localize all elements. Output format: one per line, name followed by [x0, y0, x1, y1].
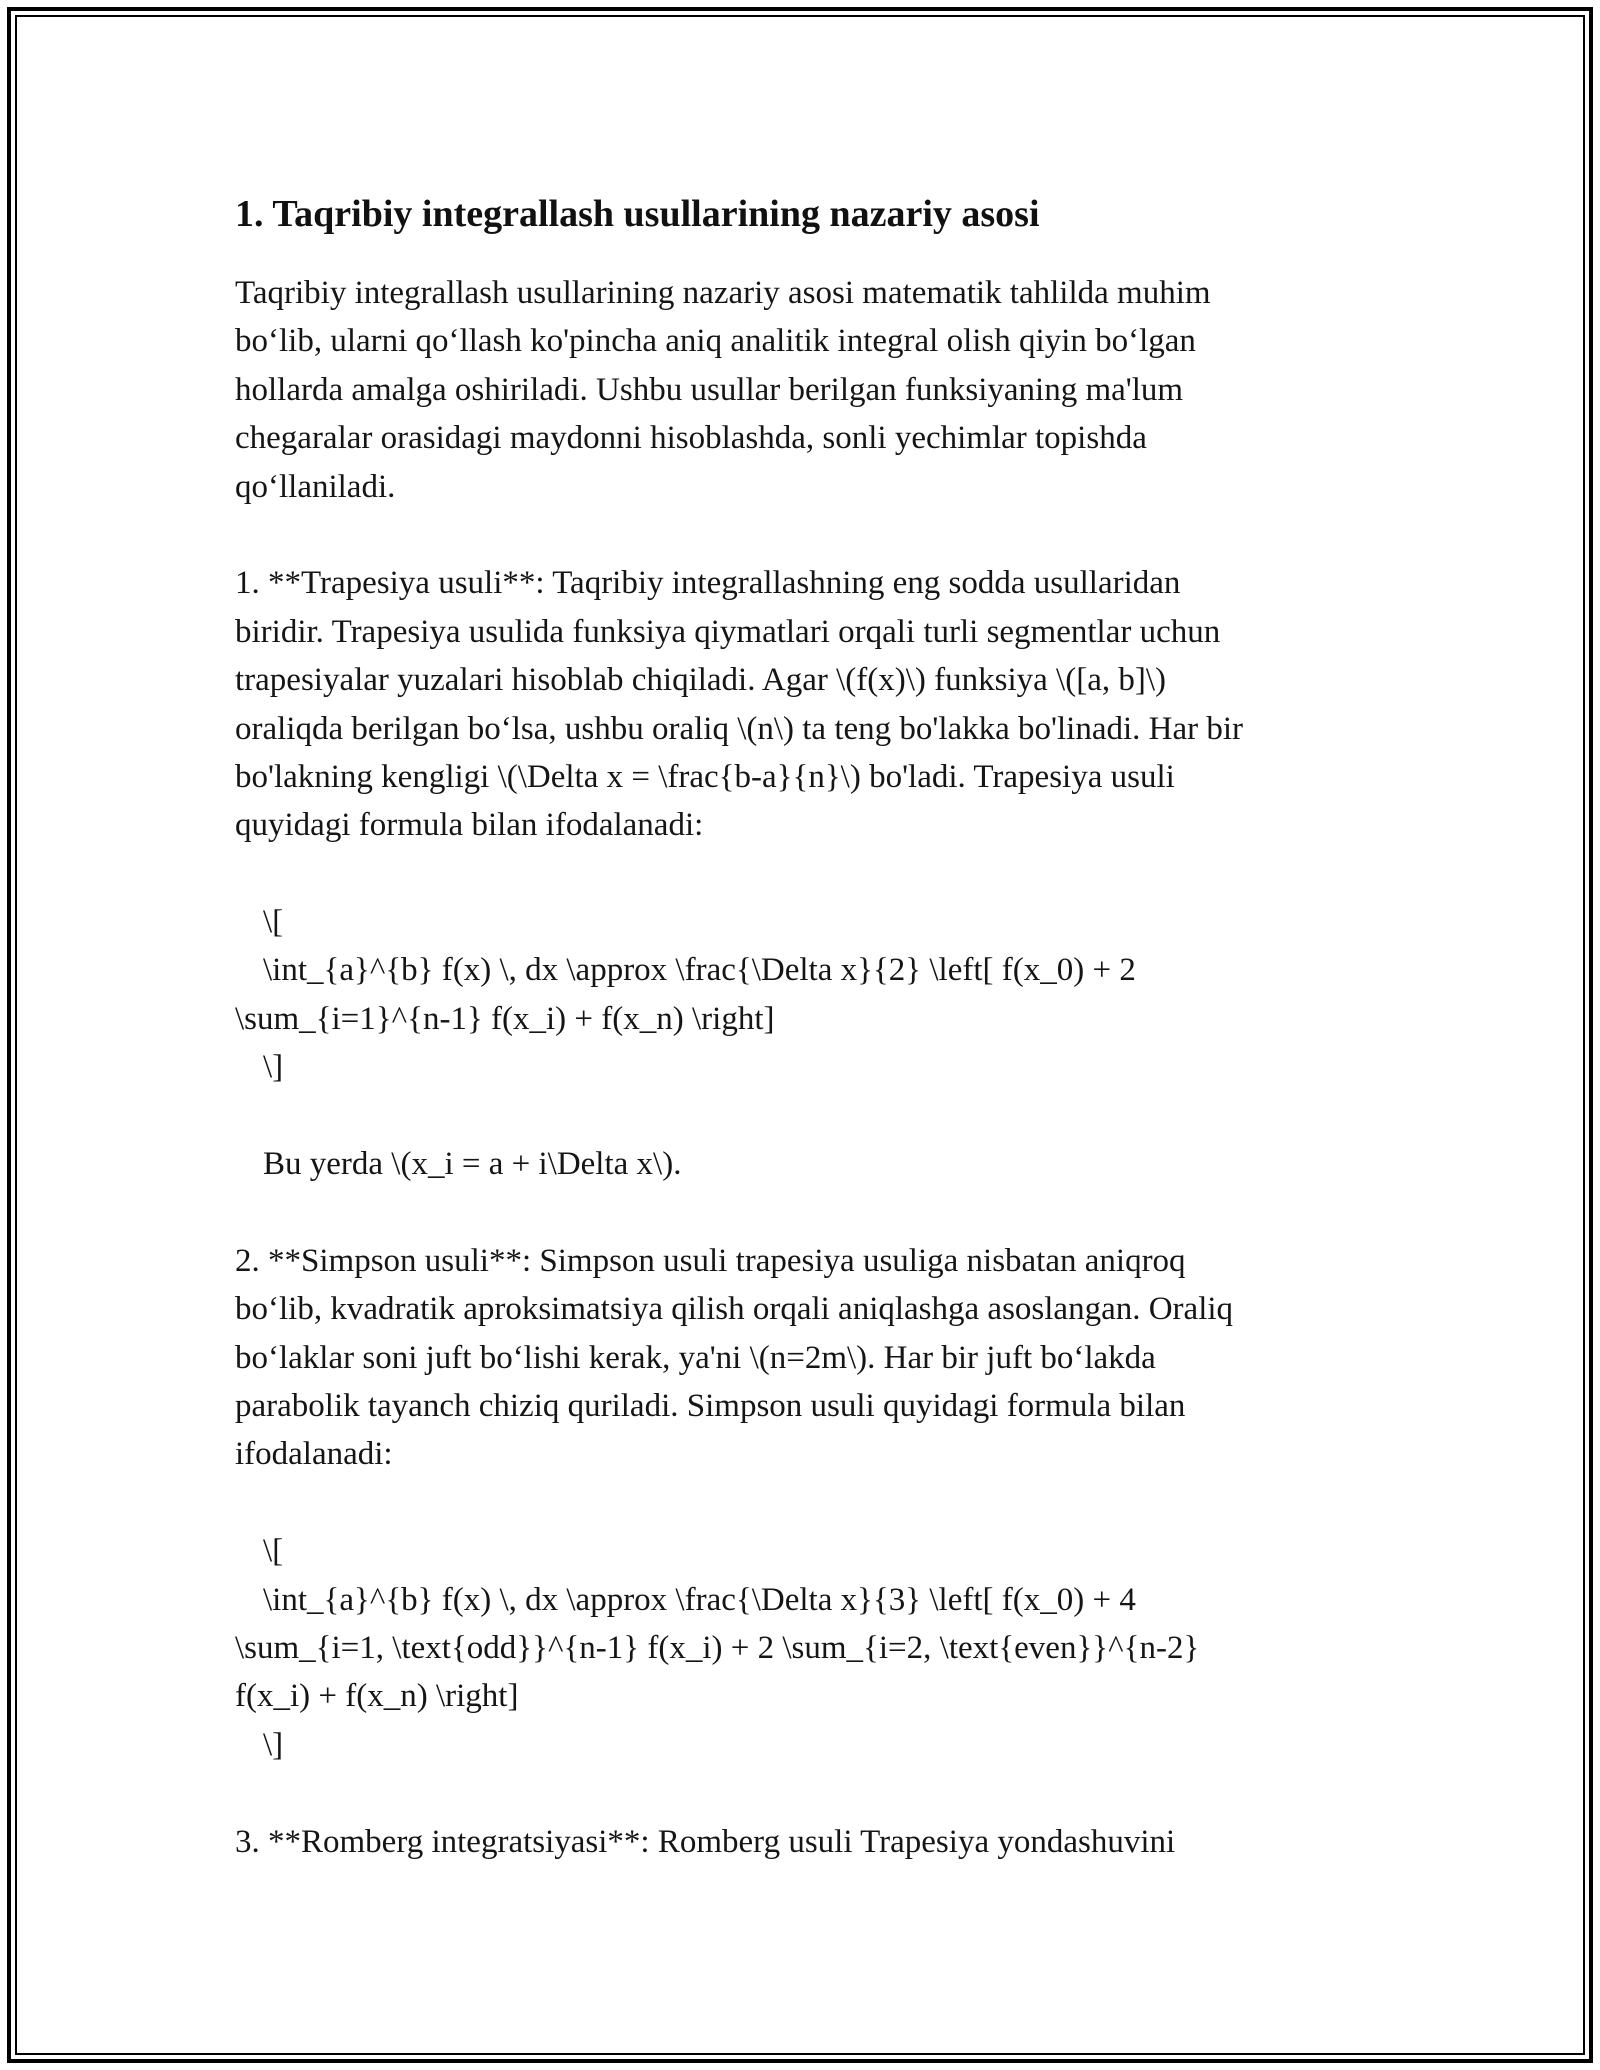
spacer: [235, 850, 1365, 898]
spacer: [235, 1188, 1365, 1236]
trapezoid-paragraph: [235, 559, 1365, 849]
intro-line: bo‘lib, ularni qo‘llash ko'pincha aniq analitik integral olish qiyin bo‘lgan: [235, 323, 1196, 360]
trapezoid-line: 1. **Trapesiya usuli**: Taqribiy integrallashning eng sodda usullaridan: [235, 565, 1181, 602]
simpson-paragraph: [235, 1237, 1365, 1479]
trapezoid-note: Bu yerda \(x_i = a + i\Delta x\).: [263, 1146, 682, 1183]
romberg-line: 3. **Romberg integratsiyasi**: Romberg usuli Trapesiya yondashuvini: [235, 1823, 1176, 1860]
trapezoid-line: oraliqda berilgan bo‘lsa, ushbu oraliq \(n\) ta teng bo'lakka bo'linadi. Har bir: [235, 710, 1244, 747]
formula-line: \sum_{i=1}^{n-1} f(x_i) + f(x_n) \right]: [235, 1000, 775, 1037]
formula-line: \int_{a}^{b} f(x) \, dx \approx \frac{\Delta x}{2} \left[ f(x_0) + 2: [263, 952, 1136, 989]
formula-line: \sum_{i=1, \text{odd}}^{n-1} f(x_i) + 2 \sum_{i=2, \text{even}}^{n-2}: [235, 1629, 1200, 1666]
trapezoid-formula: [235, 898, 1365, 1092]
simpson-line: ifodalanadi:: [235, 1436, 393, 1473]
section-title: 1. Taqribiy integrallash usullarining nazariy asosi: [235, 193, 1040, 235]
simpson-line: 2. **Simpson usuli**: Simpson usuli trapesiya usuliga nisbatan aniqroq: [235, 1242, 1186, 1279]
simpson-line: bo‘laklar soni juft bo‘lishi kerak, ya'ni \(n=2m\). Har bir juft bo‘lakda: [235, 1339, 1156, 1376]
formula-close: \]: [263, 1049, 284, 1086]
trapezoid-line: biridir. Trapesiya usulida funksiya qiymatlari orqali turli segmentlar uchun: [235, 613, 1221, 650]
intro-line: chegaralar orasidagi maydonni hisoblashda, sonli yechimlar topishda: [235, 420, 1147, 457]
formula-line: \int_{a}^{b} f(x) \, dx \approx \frac{\Delta x}{3} \left[ f(x_0) + 4: [263, 1581, 1136, 1618]
trapezoid-line: quyidagi formula bilan ifodalanadi:: [235, 807, 704, 844]
intro-line: hollarda amalga oshiriladi. Ushbu usullar berilgan funksiyaning ma'lum: [235, 371, 1184, 408]
spacer: [235, 511, 1365, 559]
formula-open: \[: [263, 1533, 284, 1570]
simpson-line: parabolik tayanch chiziq quriladi. Simpson usuli quyidagi formula bilan: [235, 1387, 1186, 1424]
trapezoid-line: bo'lakning kengligi \(\Delta x = \frac{b-a}{n}\) bo'ladi. Trapesiya usuli: [235, 758, 1175, 795]
trapezoid-line: trapesiyalar yuzalari hisoblab chiqiladi. Agar \(f(x)\) funksiya \([a, b]\): [235, 662, 1166, 699]
document-body: [235, 185, 1365, 1866]
intro-line: qo‘llaniladi.: [235, 468, 396, 505]
intro-paragraph: [235, 269, 1365, 511]
simpson-line: bo‘lib, kvadratik aproksimatsiya qilish orqali aniqlashga asoslangan. Oraliq: [235, 1291, 1234, 1328]
intro-line: Taqribiy integrallash usullarining nazariy asosi matematik tahlilda muhim: [235, 275, 1211, 311]
spacer: [235, 1092, 1365, 1140]
simpson-formula: [235, 1527, 1365, 1769]
spacer: [235, 1769, 1365, 1817]
formula-line: f(x_i) + f(x_n) \right]: [235, 1678, 519, 1715]
spacer: [235, 1479, 1365, 1527]
formula-open: \[: [263, 904, 284, 941]
formula-close: \]: [263, 1726, 284, 1763]
